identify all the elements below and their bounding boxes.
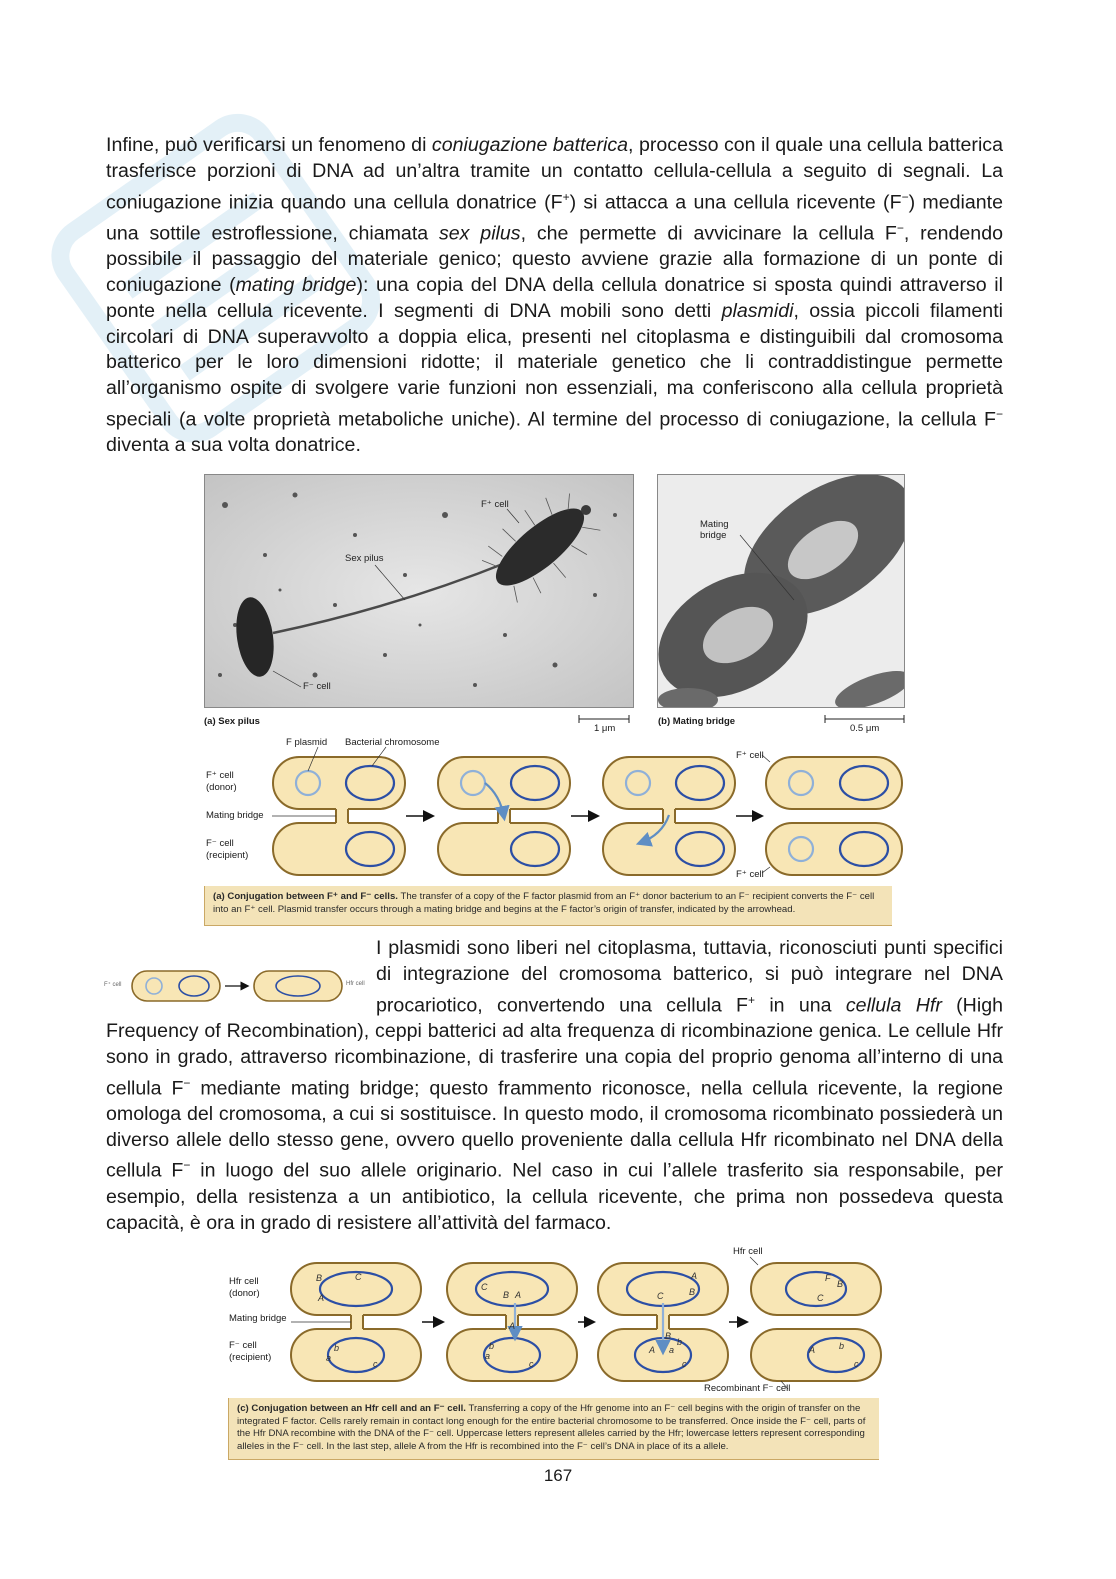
- mating-bridge-label-a: Mating bridge: [206, 810, 264, 821]
- svg-text:A: A: [515, 1290, 522, 1300]
- small-left-label: F⁺ cell: [104, 982, 122, 988]
- svg-text:c: c: [682, 1359, 687, 1369]
- svg-text:b: b: [334, 1343, 340, 1353]
- micrograph-sex-pilus: [204, 474, 634, 708]
- diagram-hfr-conjugation: [225, 1245, 890, 1395]
- hfr-top-label: Hfr cell: [733, 1246, 763, 1257]
- paragraph-conjugation: Infine, può verificarsi un fenomeno di coniugazione batterica, processo con il quale una cellula batterica trasferisce porzioni di DNA ad un’altra tramite un contatto cellula-cellula a seguito di segnali. La coniugazione inizia quando una cellula donatrice (F+) si attacca a una cellula ricevente (F−) mediante una sottile estroflessione, chiamata sex pilus, che permette di avvicinare la cellula F−, rendendo possibile il passaggio del materiale genico; questo avviene grazie alla formazione di un ponte di coniugazione (mating bridge): una copia del DNA della cellula donatrice si sposta quindi attraverso il ponte nella cellula ricevente. I segmenti di DNA mobili sono detti plasmidi, ossia piccoli filamenti circolari di DNA superavvolto a doppia elica, presenti nel citoplasma e distinguibili dal cromosoma batterico per le loro dimensioni ridotte; il materiale genetico che li contraddistingue permette all’organismo ospite di svolgere varie funzioni non essenziali, ma conferiscono alla cellula proprietà speciali (a volte proprietà metaboliche uniche). Al termine del processo di coniugazione, la cellula F− diventa a sua volta donatrice.: [106, 134, 1003, 457]
- recombinant-label: Recombinant F⁻ cell: [704, 1383, 791, 1394]
- mating-bridge-label: Mating bridge: [700, 519, 729, 541]
- svg-text:C: C: [657, 1291, 664, 1301]
- svg-text:B: B: [665, 1331, 672, 1341]
- svg-text:C: C: [817, 1293, 824, 1303]
- svg-text:a: a: [326, 1353, 332, 1363]
- svg-text:c: c: [854, 1359, 859, 1369]
- bacterial-chromosome-label: Bacterial chromosome: [345, 737, 440, 748]
- panel-a-label: (a) Sex pilus: [204, 716, 260, 727]
- sex-pilus-label: Sex pilus: [345, 553, 384, 564]
- fplus-cell-label: F⁺ cell: [481, 499, 509, 510]
- caption-c: (c) Conjugation between an Hfr cell and an F⁻ cell. Transferring a copy of the Hfr genome into an F⁻ cell begins with the origin of transfer on the integrated F factor. Cells rarely remain in contact long enough for the entire bacterial chromosome to be transferred. Once inside the F⁻ cell, parts of the Hfr DNA recombine with the DNA of the F⁻ cell. Uppercase letters represent alleles carried by the Hfr; lowercase letters represent corresponding alleles in the F⁻ cell. In the last step, allele A from the Hfr is recombined into the F⁻ cell’s DNA in place of its a allele.: [228, 1398, 879, 1460]
- caption-a: (a) Conjugation between F⁺ and F⁻ cells. The transfer of a copy of the F factor plasmid from an F⁺ donor bacterium to an F⁻ recipient converts the F⁻ cell into an F⁺ cell. Plasmid transfer occurs through a mating bridge and begins at the F factor’s origin of transfer, indicated by the arrowhead.: [204, 886, 892, 926]
- svg-text:A: A: [509, 1321, 516, 1331]
- fminus-recipient-label: F⁻ cell (recipient): [206, 838, 249, 861]
- svg-text:c: c: [373, 1359, 378, 1369]
- svg-text:A: A: [691, 1271, 698, 1281]
- svg-text:c: c: [529, 1359, 534, 1369]
- page-number: 167: [543, 1466, 573, 1485]
- small-right-label: Hfr cell: [346, 981, 365, 987]
- panel-b-label: (b) Mating bridge: [658, 716, 736, 727]
- f-plasmid-label: F plasmid: [286, 737, 328, 748]
- micrograph-mating-bridge: [657, 474, 905, 708]
- paragraph-hfr: I plasmidi sono liberi nel citoplasma, tuttavia, riconosciuti punti specifici di integrazione del cromosoma batterico, si può integrare nel DNA procariotico, convertendo una cellula F+ in una cellula Hfr (High Frequency of Recombination), ceppi batterici ad alta frequenza di ricombinazione genica. Le cellule Hfr sono in grado, attraverso ricombinazione, di trasferire una copia del proprio genoma all’interno di una cellula F− mediante mating bridge; questo frammento riconosce, nella cellula ricevente, la regione omologa del cromosoma, a cui si sostituisce. In questo modo, il cromosoma ricombinato possiederà un diverso allele dello stesso gene, ovvero quello proveniente dalla cellula Hfr ricombinato nel DNA della cellula F− in luogo del suo allele originario. Nel caso in cui l’allele trasferito sia responsabile, per esempio, della resistenza a un antibiotico, la cellula ricevente, che prima non possedeva questa capacità, è ora in grado di resistere all’attività del farmaco.: [106, 937, 1003, 1234]
- svg-text:B: B: [689, 1287, 696, 1297]
- svg-text:F: F: [825, 1273, 831, 1283]
- svg-text:A: A: [809, 1345, 816, 1355]
- mating-bridge-label-c: Mating bridge: [229, 1313, 287, 1324]
- scale-b-label: 0.5 μm: [850, 723, 880, 734]
- svg-text:C: C: [355, 1272, 362, 1282]
- svg-text:B: B: [503, 1290, 510, 1300]
- svg-text:b: b: [489, 1341, 495, 1351]
- svg-text:a: a: [485, 1351, 491, 1361]
- fplus-donor-label: F⁺ cell (donor): [206, 770, 237, 793]
- svg-text:C: C: [481, 1282, 488, 1292]
- fplus-top-label: F⁺ cell: [736, 750, 764, 761]
- svg-text:A: A: [318, 1293, 325, 1303]
- svg-text:b: b: [839, 1341, 845, 1351]
- fminus-cell-label: F⁻ cell: [303, 681, 331, 692]
- fminus-recipient-label-c: F⁻ cell (recipient): [229, 1340, 272, 1363]
- fplus-bottom-label: F⁺ cell: [736, 869, 764, 880]
- svg-text:B: B: [837, 1279, 844, 1289]
- hfr-donor-label: Hfr cell (donor): [229, 1276, 260, 1299]
- diagram-f-conjugation: [200, 735, 910, 885]
- svg-text:A: A: [649, 1345, 656, 1355]
- svg-text:a: a: [669, 1345, 675, 1355]
- svg-text:B: B: [316, 1273, 323, 1283]
- scale-a-label: 1 μm: [594, 723, 616, 734]
- svg-text:b: b: [677, 1337, 683, 1347]
